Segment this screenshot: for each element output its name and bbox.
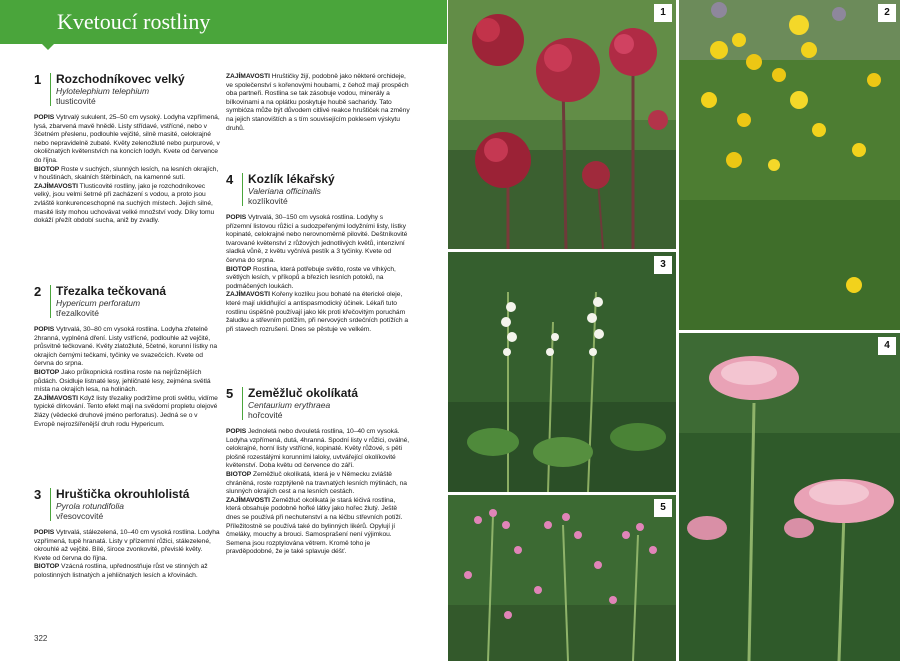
plant-number: 3 — [34, 487, 42, 502]
plant-common-name: Hruštička okrouhlolistá — [56, 487, 190, 501]
popis-label: POPIS — [34, 529, 55, 536]
zajimavosti-label: ZAJÍMAVOSTI — [34, 394, 78, 402]
zajimavosti-label: ZAJÍMAVOSTI — [226, 73, 270, 80]
section-title: Kvetoucí rostliny — [57, 9, 211, 34]
popis-paragraph — [34, 326, 220, 369]
biotop-paragraph — [226, 471, 410, 497]
plant-entry-5 — [226, 387, 410, 557]
photo-1-image — [448, 0, 676, 249]
zajimavosti-label: ZAJÍMAVOSTI — [226, 496, 270, 504]
popis-label: POPIS — [226, 214, 247, 221]
biotop-paragraph — [34, 166, 220, 183]
zajimavosti-text: Když listy třezalky podržíme proti světlu, vidíme typické dírkování. Tento efekt mají na svědomí propletu olejové žlázy (vědecké druhové jméno perforatus). Jedná se o v Evropě nejrozšířenější druh rodu Hypericum. — [34, 394, 218, 428]
section-header — [0, 0, 447, 44]
plant-number: 4 — [226, 172, 234, 187]
zajimavosti-text: Hruštičky žijí, podobně jako některé orchideje, ve společenství s kořenovými houbami, z čehož mají prospěch oba partneři. Rostlina se tak zásobuje vodou, minerály a bílkovinami a na oplátku poskytuje houbě sacharidy. Tato symbióza může být důvodem citlivé reakce hruštiček na změny na jejich stanovištích a s tím souvisejícím poklesem výskytu druhů. — [226, 73, 410, 132]
plant-heading — [34, 285, 220, 318]
photo-2-hypericum — [679, 0, 900, 330]
popis-text: Vytrvalá, 30–80 cm vysoká rostlina. Lodyha zřetelně 2hranná, vyplněná dření. Listy vstřícné, podlouhle až vejčité, průsvitně tečkované. Květy zlatožluté, 5četné, korunní lístky na okrajích černými tečkami, tyčinky ve svazečcích. Kvete od června do srpna. — [34, 326, 218, 368]
plant-names — [50, 285, 166, 318]
plant-common-name: Zeměžluč okolíkatá — [248, 386, 359, 400]
plant-family: tlusticovité — [56, 96, 96, 106]
plant-latin-name: Valeriana officinalis — [248, 186, 321, 196]
plant-number: 1 — [34, 72, 42, 87]
zajimavosti-paragraph — [34, 395, 220, 429]
popis-label: POPIS — [226, 428, 247, 435]
biotop-text: Rostlina, která potřebuje světlo, roste ve vlhkých, světlých lesích, v příkopů a březích lesních potoků, na podmáčených loukách. — [226, 265, 396, 290]
plant-heading — [226, 387, 410, 420]
zajimavosti-paragraph — [226, 291, 410, 334]
biotop-paragraph — [34, 369, 220, 395]
biotop-label: BIOTOP — [34, 563, 60, 571]
zajimavosti-label: ZAJÍMAVOSTI — [34, 182, 78, 190]
plant-names — [50, 73, 185, 106]
photo-number-badge: 5 — [654, 499, 672, 517]
popis-label: POPIS — [34, 326, 55, 333]
zajimavosti-text: Kořeny kozlíku jsou bohaté na éterické oleje, které mají uklidňující a antispasmodický účinek. Lékaři tuto rostlinu úspěšně používají jako lék proti křečovitým poruchám žaludku a střevním potížím, při nervových srdečních potížích a při stavech rozrušení. Dnes se pěstuje ve velkém. — [226, 291, 409, 333]
biotop-label: BIOTOP — [34, 368, 60, 376]
left-page — [0, 0, 447, 661]
popis-text: Vytrvalá, stálezelená, 10–40 cm vysoká rostlina. Lodyha vzpřímená, tupě hranatá. Listy v přízemní růžici, stálezelené, okrouhlé až vejčité. Bílé, široce zvonkovité, převislé květy. Kvete od června do října. — [34, 529, 220, 562]
plant-latin-name: Hypericum perforatum — [56, 298, 141, 308]
photo-2-image — [679, 0, 900, 330]
plant-latin-name: Hylotelephium telephium — [56, 86, 150, 96]
plant-names — [242, 173, 335, 206]
biotop-text: Zeměžluč okolíkatá, která je v Německu zvláště chráněná, roste rozptýleně na travnatých lesních mýtinách, na slunných okrajích cest a na lesních cestách. — [226, 470, 407, 496]
popis-text: Jednoletá nebo dvouletá rostlina, 10–40 cm vysoká. Lodyha vzpřímená, dutá, 4hranná. Spodní listy v růžici, oválné, celokrajné, horní listy vstřícné, kopinaté. Květy růžové, s pěti plošně rozestálými korunními laloky, uvtvářející okolíkovité květenství. Doba květu od července do září. — [226, 428, 410, 470]
plant-names — [50, 488, 189, 521]
plant-entry-3 — [34, 488, 220, 581]
plant-heading — [34, 73, 220, 106]
plant-family: třezalkovité — [56, 308, 99, 318]
plant-latin-name: Centaurium erythraea — [248, 400, 331, 410]
photo-number-badge: 4 — [878, 337, 896, 355]
plant-number: 2 — [34, 284, 42, 299]
plant-heading — [34, 488, 220, 521]
biotop-paragraph — [226, 266, 410, 292]
biotop-text: Roste v suchých, slunných lesích, na lesních okrajích, v houštinách, skalních štěrbinách, na kamenné sutí. — [34, 165, 219, 182]
photo-4-image — [679, 333, 900, 661]
photo-3-image — [448, 252, 676, 492]
photo-4-valeriana — [679, 333, 900, 661]
photo-3-pyrola — [448, 252, 676, 492]
plant-latin-name: Pyrola rotundifolia — [56, 501, 125, 511]
popis-text: Vytrvalá, 30–150 cm vysoká rostlina. Lodyhy s přízemní listovou růžicí a sudozpeřenými lodyžními listy, lístky kopinaté, celokrajné nebo nerovnoměrně pilovité. Deštníkovité tvarované květenství z růžových jednotlivých květů, intenzivní sladká vůně, z květu vyčnívá pestík a 3 tyčinky. Kvete od června do srpna. — [226, 214, 408, 264]
plant-entry-3-continued — [226, 73, 410, 133]
plant-number: 5 — [226, 386, 234, 401]
zajimavosti-label: ZAJÍMAVOSTI — [226, 291, 270, 299]
zajimavosti-paragraph — [226, 73, 410, 133]
plant-entry-2 — [34, 285, 220, 429]
plant-family: vřesovcovité — [56, 511, 104, 521]
plant-common-name: Rozchodníkovec velký — [56, 72, 185, 86]
biotop-label: BIOTOP — [226, 470, 252, 478]
photo-1-hylotelephium — [448, 0, 676, 249]
popis-paragraph — [34, 114, 220, 166]
photo-number-badge: 1 — [654, 4, 672, 22]
plant-common-name: Třezalka tečkovaná — [56, 284, 167, 298]
zajimavosti-paragraph — [34, 183, 220, 226]
photo-number-badge: 2 — [878, 4, 896, 22]
popis-paragraph — [226, 214, 410, 266]
plant-entry-4 — [226, 173, 410, 334]
photo-5-centaurium — [448, 495, 676, 661]
biotop-paragraph — [34, 563, 220, 580]
plant-family: kozlíkovité — [248, 196, 288, 206]
plant-entry-1 — [34, 73, 220, 226]
biotop-label: BIOTOP — [226, 265, 252, 273]
popis-paragraph — [226, 428, 410, 471]
page-number: 322 — [34, 634, 48, 643]
photo-5-image — [448, 495, 676, 661]
popis-label: POPIS — [34, 114, 55, 121]
header-notch — [42, 44, 54, 50]
zajimavosti-text: Zeměžluč okolíkatá je stará léčivá rostlina, která obsahuje podobně hořké látky jako hořec žlutý. Ještě dnes se používá při nechutenství a na léčbu střevních potíží. Příležitostně se používá také do bylinných likérů. Opylují jí čmeláky, mouchy a brouci. Samosprašení není výjimkou. Semena jsou rozptylována větrem. Kromě toho je pravděpodobné, že je také splavuje déšť. — [226, 496, 403, 556]
plant-family: hořcovité — [248, 410, 283, 420]
popis-paragraph — [34, 529, 220, 563]
photo-number-badge: 3 — [654, 256, 672, 274]
biotop-label: BIOTOP — [34, 165, 60, 173]
plant-heading — [226, 173, 410, 206]
plant-names — [242, 387, 358, 420]
zajimavosti-text: Tlusticovité rostliny, jako je rozchodníkovec velký, jsou velmi šetrné při zacházení s vodou, a proto jsou zvláště konkurenceschopné na suchých místech. Jejich silné, masité listy mohou uchovávat velké množství vody. Díky tomu dokáží přežít období sucha, aniž by zvadly. — [34, 182, 215, 225]
popis-text: Vytrvalý sukulent, 25–50 cm vysoký. Lodyha vzpřímená, lysá, zbarvená mavě hnědě. Listy střídavé, vstřícné, nebo v 3četném přeslenu, podlouhle vejčité, silně masité, celokrajné nebo nepravidelně zubaté. Květy zelenožluté nebo purpurové, v okoličnatých květenstvích na koncích lodyh. Kvete od července do října. — [34, 114, 220, 164]
plant-common-name: Kozlík lékařský — [248, 172, 335, 186]
biotop-text: Jako průkopnická rostlina roste na nejrůznějších půdách. Osidluje listnaté lesy, jehličnaté lesy, zejména světlá místa na okrajích lesa, na holinách. — [34, 368, 211, 394]
biotop-text: Vzácná rostlina, upřednostňuje růst ve stinných až polostinných listnatých a jehličnatých lesích a křovinách. — [34, 563, 208, 579]
zajimavosti-paragraph — [226, 497, 410, 557]
